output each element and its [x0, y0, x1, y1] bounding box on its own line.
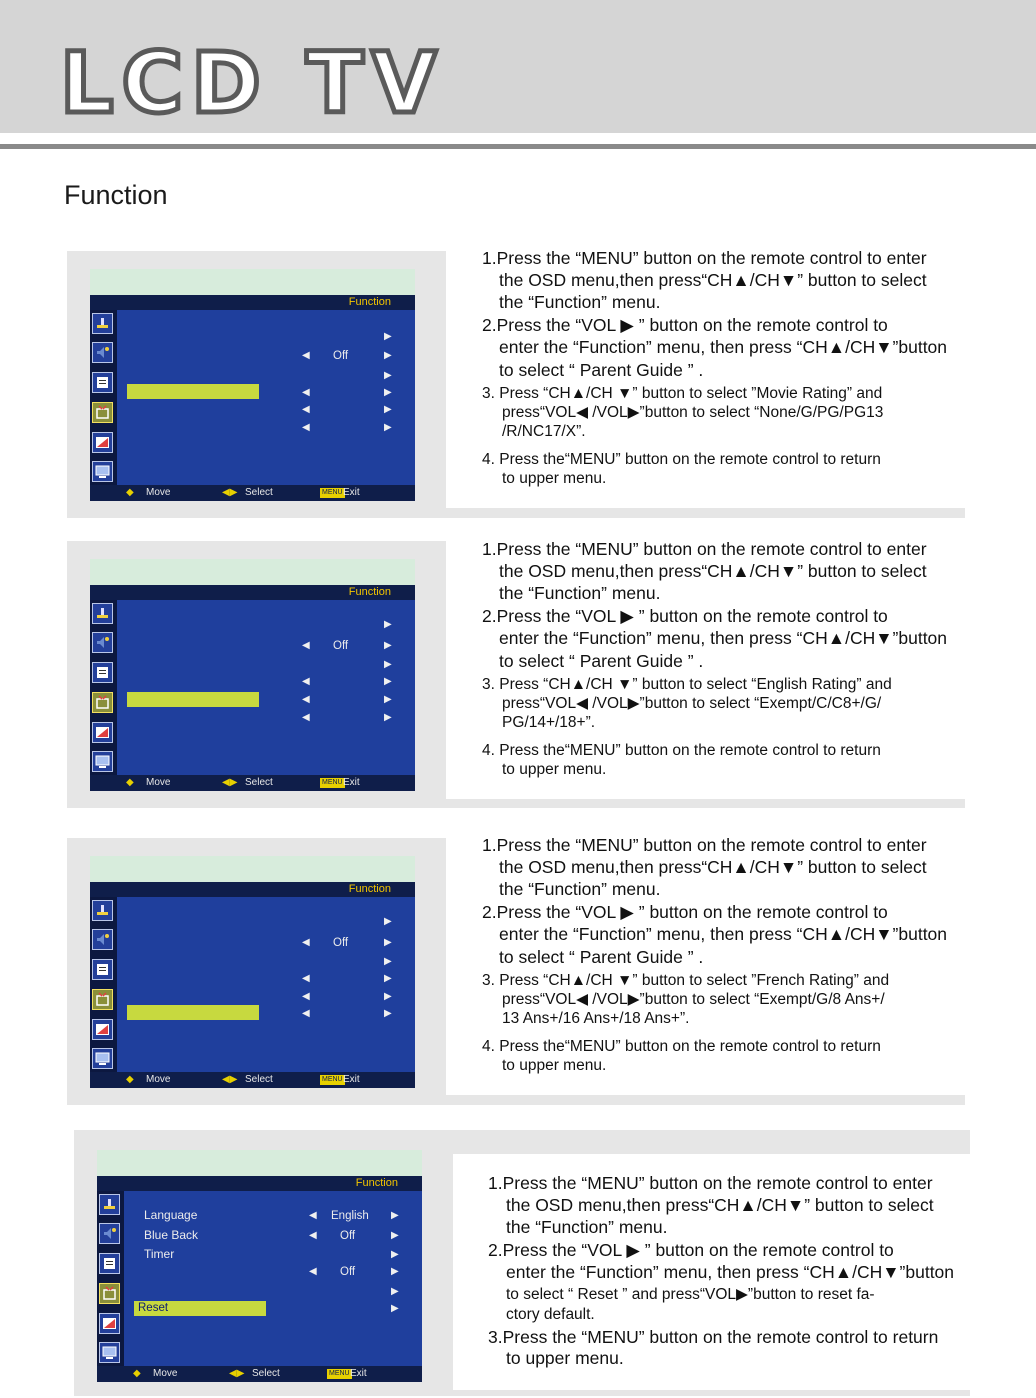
osd-help-bar [90, 1072, 415, 1088]
osd-value-language: English [331, 1210, 369, 1222]
osd-value: Off [333, 937, 349, 949]
setup-icon[interactable] [92, 372, 113, 393]
instructions-english-rating [446, 536, 971, 799]
step-1-line: 1.Press the “MENU” button on the remote control to enter [482, 248, 927, 268]
right-arrow-icon[interactable]: ▶ [384, 387, 392, 398]
pc-icon[interactable] [99, 1342, 120, 1363]
picture-icon[interactable] [99, 1194, 120, 1215]
select-label: Select [245, 777, 273, 788]
right-arrow-icon[interactable]: ▶ [384, 973, 392, 984]
step-3-line: press“VOL◀ /VOL▶”button to select “Exempt/C/C8+/G/ [502, 695, 882, 712]
menu-key-icon: MENU [322, 1076, 343, 1083]
step-2-line: to select “ Parent Guide ” . [499, 360, 704, 380]
setup-icon[interactable] [92, 959, 113, 980]
step-2-line: 2.Press the “VOL ▶ ” button on the remote control to [488, 1240, 894, 1260]
step-4-line: to upper menu. [502, 1057, 607, 1074]
right-arrow-icon[interactable]: ▶ [384, 422, 392, 433]
left-arrow-icon[interactable]: ◀ [302, 973, 310, 984]
step-4-line: 4. Press the“MENU” button on the remote control to return [482, 742, 881, 759]
setup-icon[interactable] [99, 1253, 120, 1274]
right-arrow-icon[interactable]: ▶ [384, 659, 392, 670]
select-label: Select [252, 1368, 280, 1379]
sound-icon[interactable] [92, 632, 113, 653]
osd-help-bar [97, 1366, 422, 1382]
function-icon[interactable] [92, 692, 113, 713]
move-label: Move [146, 487, 171, 498]
osd-value-blue-back: Off [340, 1230, 356, 1242]
left-arrow-icon[interactable]: ◀ [302, 712, 310, 723]
osd-title-bar [90, 295, 415, 310]
right-arrow-icon[interactable]: ▶ [384, 1008, 392, 1019]
move-icon: ◆ [126, 487, 134, 498]
right-arrow-icon[interactable]: ▶ [384, 640, 392, 651]
tv-icon[interactable] [99, 1313, 120, 1334]
right-arrow-icon[interactable]: ▶ [384, 991, 392, 1002]
right-arrow-icon[interactable]: ▶ [384, 350, 392, 361]
setup-icon[interactable] [92, 662, 113, 683]
right-arrow-icon[interactable]: ▶ [391, 1230, 399, 1241]
step-3-line: press“VOL◀ /VOL▶”button to select “Exempt/G/8 Ans+/ [502, 991, 885, 1008]
right-arrow-icon[interactable]: ▶ [384, 916, 392, 927]
right-arrow-icon[interactable]: ▶ [384, 956, 392, 967]
header-rule [0, 144, 1036, 149]
step-1-line: the OSD menu,then press“CH▲/CH▼” button to select [499, 270, 927, 290]
right-arrow-icon[interactable]: ▶ [384, 676, 392, 687]
step-1-line: the OSD menu,then press“CH▲/CH▼” button to select [499, 857, 927, 877]
move-label: Move [146, 777, 171, 788]
menu-key-icon: MENU [322, 489, 343, 496]
svg-text:LCD TV: LCD TV [60, 42, 445, 122]
osd-selection-bar[interactable] [127, 1005, 259, 1020]
right-arrow-icon[interactable]: ▶ [384, 712, 392, 723]
left-arrow-icon[interactable]: ◀ [302, 350, 310, 361]
step-2-line: enter the “Function” menu, then press “CH▲/CH▼”button [499, 337, 948, 357]
osd-icon-column [97, 1191, 124, 1366]
osd-screen-reset [97, 1150, 422, 1382]
select-icon: ◀▶ [222, 1074, 238, 1085]
step-1-line: the OSD menu,then press“CH▲/CH▼” button to select [506, 1195, 934, 1215]
step-4-line: 4. Press the“MENU” button on the remote control to return [482, 451, 881, 468]
left-arrow-icon[interactable]: ◀ [302, 387, 310, 398]
osd-item-language[interactable]: Language [144, 1208, 198, 1222]
step-2-line: enter the “Function” menu, then press “CH▲/CH▼”button [506, 1262, 955, 1282]
select-icon: ◀▶ [222, 777, 238, 788]
step-2-line: to select “ Parent Guide ” . [499, 947, 704, 967]
step-1-line: the “Function” menu. [499, 292, 661, 312]
exit-label: Exit [343, 487, 360, 498]
osd-top-strip [90, 856, 415, 882]
osd-title: Function [348, 883, 391, 895]
exit-label: Exit [343, 777, 360, 788]
pc-icon[interactable] [92, 1048, 113, 1069]
picture-icon[interactable] [92, 900, 113, 921]
step-1-line: the OSD menu,then press“CH▲/CH▼” button to select [499, 561, 927, 581]
left-arrow-icon[interactable]: ◀ [302, 422, 310, 433]
osd-title-bar [90, 882, 415, 897]
step-3-line: 3. Press “CH▲/CH ▼” button to select ”French Rating” and [482, 972, 890, 989]
right-arrow-icon[interactable]: ▶ [384, 404, 392, 415]
step-1-line: 1.Press the “MENU” button on the remote control to enter [482, 539, 927, 559]
tv-icon[interactable] [92, 432, 113, 453]
step-3-line: to upper menu. [506, 1348, 624, 1368]
sound-icon[interactable] [92, 929, 113, 950]
step-2-line: 2.Press the “VOL ▶ ” button on the remote control to [482, 902, 888, 922]
step-1-line: the “Function” menu. [499, 583, 661, 603]
step-3-line: /R/NC17/X”. [502, 423, 586, 440]
osd-title-bar [97, 1176, 422, 1191]
select-label: Select [245, 1074, 273, 1085]
step-2-line: to select “ Parent Guide ” . [499, 651, 704, 671]
right-arrow-icon[interactable]: ▶ [391, 1286, 399, 1297]
right-arrow-icon[interactable]: ▶ [391, 1303, 399, 1314]
osd-top-strip [90, 269, 415, 295]
sound-icon[interactable] [92, 342, 113, 363]
step-3-line: 3.Press the “MENU” button on the remote control to return [488, 1327, 939, 1347]
osd-value: Off [333, 350, 349, 362]
osd-title-bar [90, 585, 415, 600]
osd-screen-movie-rating [90, 269, 415, 501]
step-2-line: 2.Press the “VOL ▶ ” button on the remote control to [482, 315, 888, 335]
osd-icon-column [90, 897, 117, 1072]
function-icon[interactable] [99, 1283, 120, 1304]
move-icon: ◆ [133, 1368, 141, 1379]
pc-icon[interactable] [92, 751, 113, 772]
osd-icon-column [90, 600, 117, 775]
move-label: Move [146, 1074, 171, 1085]
step-3-line: 3. Press “CH▲/CH ▼” button to select ”Movie Rating” and [482, 385, 883, 402]
step-3-line: 13 Ans+/16 Ans+/18 Ans+”. [502, 1010, 690, 1027]
osd-selection-bar-reset[interactable] [134, 1301, 266, 1316]
right-arrow-icon[interactable]: ▶ [384, 619, 392, 630]
function-icon[interactable] [92, 402, 113, 423]
osd-screen-french-rating [90, 856, 415, 1088]
select-icon: ◀▶ [222, 487, 238, 498]
header-band [0, 0, 1036, 133]
menu-key-icon: MENU [322, 779, 343, 786]
step-1-line: 1.Press the “MENU” button on the remote control to enter [482, 835, 927, 855]
osd-icon-column [90, 310, 117, 485]
tv-icon[interactable] [92, 1019, 113, 1040]
step-4-line: to upper menu. [502, 470, 607, 487]
right-arrow-icon[interactable]: ▶ [391, 1210, 399, 1221]
step-2-line: to select “ Reset ” and press“VOL▶”button to reset fa- [506, 1286, 875, 1303]
select-icon: ◀▶ [229, 1368, 245, 1379]
osd-selection-bar[interactable] [127, 692, 259, 707]
step-1-line: the “Function” menu. [506, 1217, 668, 1237]
osd-item-reset: Reset [138, 1302, 169, 1314]
step-4-line: to upper menu. [502, 761, 607, 778]
function-icon[interactable] [92, 989, 113, 1010]
osd-item-timer[interactable]: Timer [144, 1247, 175, 1261]
step-1-line: the “Function” menu. [499, 879, 661, 899]
left-arrow-icon[interactable]: ◀ [302, 937, 310, 948]
exit-label: Exit [343, 1074, 360, 1085]
exit-label: Exit [350, 1368, 367, 1379]
sound-icon[interactable] [99, 1223, 120, 1244]
step-3-line: press“VOL◀ /VOL▶”button to select “None/G/PG/PG13 [502, 404, 884, 421]
step-3-line: PG/14+/18+”. [502, 714, 596, 731]
osd-top-strip [90, 559, 415, 585]
osd-value: Off [333, 640, 349, 652]
step-1-line: 1.Press the “MENU” button on the remote control to enter [488, 1173, 933, 1193]
osd-screen-english-rating [90, 559, 415, 791]
instructions-french-rating [446, 832, 971, 1095]
left-arrow-icon[interactable]: ◀ [302, 694, 310, 705]
step-2-line: ctory default. [506, 1306, 595, 1323]
step-4-line: 4. Press the“MENU” button on the remote control to return [482, 1038, 881, 1055]
right-arrow-icon[interactable]: ▶ [391, 1249, 399, 1260]
step-2-line: enter the “Function” menu, then press “CH▲/CH▼”button [499, 924, 948, 944]
picture-icon[interactable] [92, 603, 113, 624]
osd-title: Function [348, 586, 391, 598]
left-arrow-icon[interactable]: ◀ [302, 404, 310, 415]
move-icon: ◆ [126, 777, 134, 788]
step-3-line: 3. Press “CH▲/CH ▼” button to select “English Rating” and [482, 676, 892, 693]
left-arrow-icon[interactable]: ◀ [302, 991, 310, 1002]
osd-title: Function [355, 1177, 398, 1189]
osd-selection-bar[interactable] [127, 384, 259, 399]
lcd-tv-logo [60, 42, 500, 122]
pc-icon[interactable] [92, 461, 113, 482]
osd-title: Function [348, 296, 391, 308]
right-arrow-icon[interactable]: ▶ [384, 370, 392, 381]
osd-top-strip [97, 1150, 422, 1176]
page-title: Function [64, 180, 168, 210]
move-label: Move [153, 1368, 178, 1379]
tv-icon[interactable] [92, 722, 113, 743]
right-arrow-icon[interactable]: ▶ [384, 694, 392, 705]
step-2-line: enter the “Function” menu, then press “CH▲/CH▼”button [499, 628, 948, 648]
menu-key-icon: MENU [329, 1370, 350, 1377]
step-2-line: 2.Press the “VOL ▶ ” button on the remote control to [482, 606, 888, 626]
left-arrow-icon[interactable]: ◀ [309, 1210, 317, 1221]
instructions-reset [453, 1154, 973, 1390]
left-arrow-icon[interactable]: ◀ [309, 1230, 317, 1241]
right-arrow-icon[interactable]: ▶ [384, 937, 392, 948]
right-arrow-icon[interactable]: ▶ [384, 331, 392, 342]
left-arrow-icon[interactable]: ◀ [302, 640, 310, 651]
instructions-movie-rating [446, 245, 971, 508]
left-arrow-icon[interactable]: ◀ [309, 1266, 317, 1277]
osd-help-bar [90, 485, 415, 501]
left-arrow-icon[interactable]: ◀ [302, 1008, 310, 1019]
picture-icon[interactable] [92, 313, 113, 334]
osd-help-bar [90, 775, 415, 791]
right-arrow-icon[interactable]: ▶ [391, 1266, 399, 1277]
osd-item-blue-back[interactable]: Blue Back [144, 1228, 199, 1242]
left-arrow-icon[interactable]: ◀ [302, 676, 310, 687]
osd-value: Off [340, 1266, 356, 1278]
select-label: Select [245, 487, 273, 498]
move-icon: ◆ [126, 1074, 134, 1085]
